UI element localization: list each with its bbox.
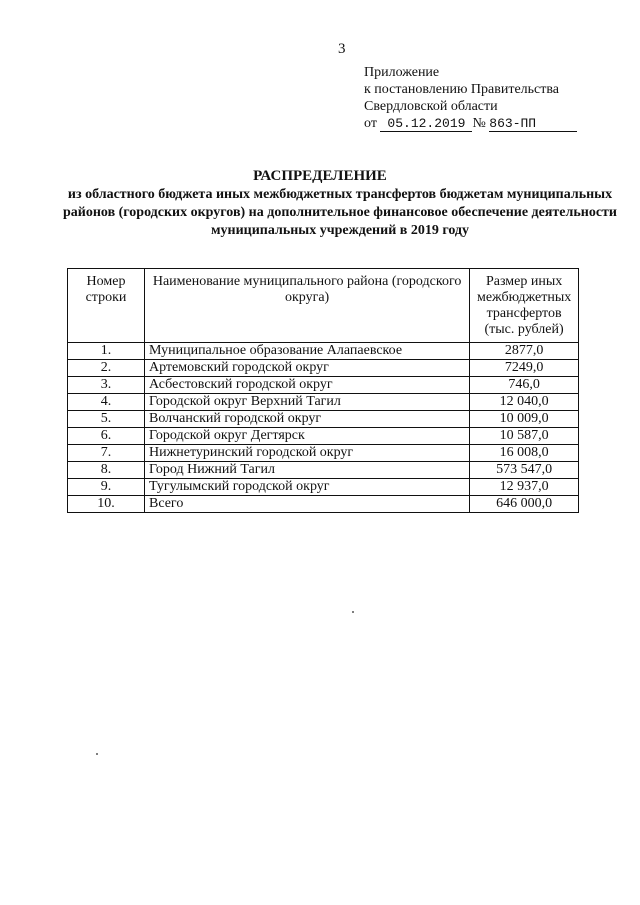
decree-date: 05.12.2019 [380,117,472,132]
row-municipality: Волчанский городской округ [145,411,470,428]
table-row [68,496,579,513]
appendix-region: Свердловской области [364,99,498,114]
header-municipality: Наименование муниципального района (городского округа) [145,269,470,343]
row-municipality: Тугулымский городской округ [145,479,470,496]
row-municipality: Городской округ Дегтярск [145,428,470,445]
table-row [68,462,579,479]
table-row [68,377,579,394]
header-row-number: Номер строки [68,269,145,343]
date-prefix: от [364,116,377,131]
table-row [68,428,579,445]
row-amount: 12 937,0 [470,479,579,496]
row-number: 8. [68,462,145,479]
row-municipality: Всего [145,496,470,513]
table-row [68,479,579,496]
distribution-table [67,268,579,513]
table-row [68,343,579,360]
row-amount: 573 547,0 [470,462,579,479]
number-sign: № [472,116,486,131]
scan-speck [96,753,98,755]
decree-number: 863-ПП [489,117,577,132]
row-number: 10. [68,496,145,513]
row-number: 2. [68,360,145,377]
row-amount: 2877,0 [470,343,579,360]
row-amount: 646 000,0 [470,496,579,513]
table-row [68,445,579,462]
appendix-title: Приложение [364,65,440,80]
table-row [68,411,579,428]
table-row [68,360,579,377]
row-number: 9. [68,479,145,496]
document-heading: РАСПРЕДЕЛЕНИЕ [253,168,387,184]
row-municipality: Город Нижний Тагил [145,462,470,479]
row-municipality: Нижнетуринский городской округ [145,445,470,462]
row-amount: 12 040,0 [470,394,579,411]
row-amount: 10 587,0 [470,428,579,445]
row-municipality: Городской округ Верхний Тагил [145,394,470,411]
row-number: 1. [68,343,145,360]
row-municipality: Муниципальное образование Алапаевское [145,343,470,360]
scan-speck [352,611,354,613]
row-amount: 746,0 [470,377,579,394]
header-amount: Размер иных межбюджетных трансфертов (тыс. рублей) [470,269,579,343]
appendix-date-line [364,115,577,132]
table-header-row [68,269,579,343]
page-number: 3 [338,41,346,57]
appendix-block [364,64,577,132]
row-number: 3. [68,377,145,394]
row-municipality: Асбестовский городской округ [145,377,470,394]
row-number: 4. [68,394,145,411]
row-number: 5. [68,411,145,428]
appendix-decree: к постановлению Правительства [364,82,560,97]
row-amount: 16 008,0 [470,445,579,462]
row-number: 6. [68,428,145,445]
table-row [68,394,579,411]
row-amount: 7249,0 [470,360,579,377]
row-amount: 10 009,0 [470,411,579,428]
row-municipality: Артемовский городской округ [145,360,470,377]
row-number: 7. [68,445,145,462]
document-subtitle: из областного бюджета иных межбюджетных трансфертов бюджетам муниципальных районов (городских округов) на дополнительное финансовое обеспечение деятельности муниципальных учреждений в 2019 году [63,187,617,238]
